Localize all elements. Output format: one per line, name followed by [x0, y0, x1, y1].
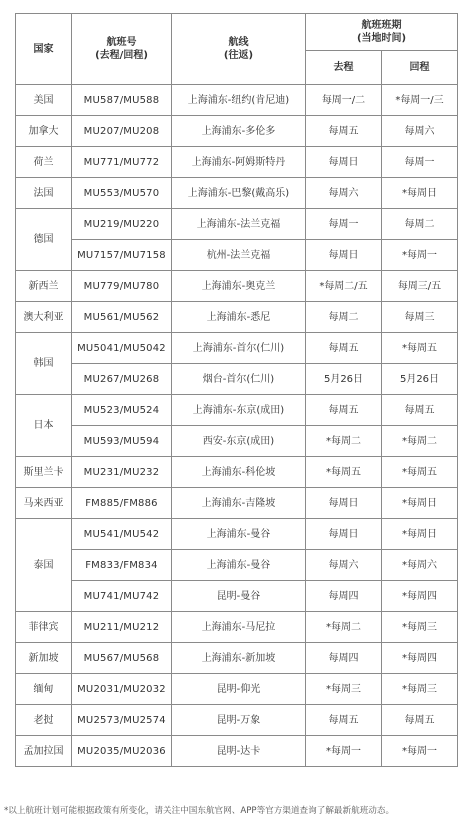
col-flight-header: 航班号 (去程/回程)	[72, 14, 172, 85]
col-route-header: 航线 (往返)	[172, 14, 306, 85]
outbound-day-cell: *每周三	[306, 674, 382, 705]
table-row	[16, 643, 458, 674]
return-day-cell: *每周六	[382, 550, 458, 581]
return-day-cell: *每周五	[382, 457, 458, 488]
table-row	[16, 364, 458, 395]
table-row	[16, 519, 458, 550]
country-cell: 法国	[16, 178, 72, 209]
table-row	[16, 116, 458, 147]
flight-number-cell: MU541/MU542	[72, 519, 172, 550]
outbound-day-cell: 每周五	[306, 395, 382, 426]
country-cell: 泰国	[16, 519, 72, 612]
table-row	[16, 147, 458, 178]
outbound-day-cell: 每周日	[306, 519, 382, 550]
table-row	[16, 85, 458, 116]
outbound-day-cell: 每周日	[306, 240, 382, 271]
return-day-cell: *每周日	[382, 178, 458, 209]
route-cell: 上海浦东-巴黎(戴高乐)	[172, 178, 306, 209]
country-cell: 新西兰	[16, 271, 72, 302]
country-cell: 德国	[16, 209, 72, 271]
table-row	[16, 736, 458, 767]
outbound-day-cell: 每周四	[306, 643, 382, 674]
route-cell: 昆明-万象	[172, 705, 306, 736]
outbound-day-cell: 每周四	[306, 581, 382, 612]
route-cell: 上海浦东-首尔(仁川)	[172, 333, 306, 364]
return-day-cell: *每周四	[382, 581, 458, 612]
outbound-day-cell: *每周二/五	[306, 271, 382, 302]
flight-number-cell: MU7157/MU7158	[72, 240, 172, 271]
route-cell: 上海浦东-阿姆斯特丹	[172, 147, 306, 178]
flight-number-cell: MU207/MU208	[72, 116, 172, 147]
route-cell: 上海浦东-吉隆坡	[172, 488, 306, 519]
route-cell: 上海浦东-曼谷	[172, 550, 306, 581]
flight-number-cell: FM833/FM834	[72, 550, 172, 581]
route-cell: 杭州-法兰克福	[172, 240, 306, 271]
flight-number-cell: MU2031/MU2032	[72, 674, 172, 705]
table-row	[16, 178, 458, 209]
return-day-cell: *每周日	[382, 519, 458, 550]
table-row	[16, 240, 458, 271]
return-day-cell: *每周三	[382, 674, 458, 705]
country-cell: 澳大利亚	[16, 302, 72, 333]
return-day-cell: 每周五	[382, 705, 458, 736]
return-day-cell: 每周三	[382, 302, 458, 333]
table-row	[16, 705, 458, 736]
return-day-cell: 5月26日	[382, 364, 458, 395]
col-outbound-header: 去程	[306, 51, 382, 85]
outbound-day-cell: 每周二	[306, 302, 382, 333]
return-day-cell: *每周三	[382, 612, 458, 643]
route-cell: 上海浦东-科伦坡	[172, 457, 306, 488]
flight-number-cell: MU5041/MU5042	[72, 333, 172, 364]
route-cell: 上海浦东-多伦多	[172, 116, 306, 147]
outbound-day-cell: *每周二	[306, 612, 382, 643]
flight-number-cell: MU561/MU562	[72, 302, 172, 333]
route-cell: 上海浦东-纽约(肯尼迪)	[172, 85, 306, 116]
flight-number-cell: MU2035/MU2036	[72, 736, 172, 767]
table-row	[16, 271, 458, 302]
route-cell: 西安-东京(成田)	[172, 426, 306, 457]
return-day-cell: *每周日	[382, 488, 458, 519]
route-cell: 上海浦东-东京(成田)	[172, 395, 306, 426]
return-day-cell: 每周三/五	[382, 271, 458, 302]
outbound-day-cell: *每周五	[306, 457, 382, 488]
header-row	[16, 14, 458, 51]
route-cell: 上海浦东-法兰克福	[172, 209, 306, 240]
table-row	[16, 395, 458, 426]
return-day-cell: *每周四	[382, 643, 458, 674]
country-cell: 日本	[16, 395, 72, 457]
country-cell: 新加坡	[16, 643, 72, 674]
country-cell: 荷兰	[16, 147, 72, 178]
flight-number-cell: MU593/MU594	[72, 426, 172, 457]
flight-number-cell: MU231/MU232	[72, 457, 172, 488]
return-day-cell: *每周二	[382, 426, 458, 457]
flight-number-cell: MU741/MU742	[72, 581, 172, 612]
return-day-cell: 每周一	[382, 147, 458, 178]
country-cell: 韩国	[16, 333, 72, 395]
table-header	[16, 14, 458, 85]
flight-number-cell: MU267/MU268	[72, 364, 172, 395]
country-cell: 美国	[16, 85, 72, 116]
route-cell: 上海浦东-新加坡	[172, 643, 306, 674]
outbound-day-cell: *每周一	[306, 736, 382, 767]
return-day-cell: 每周六	[382, 116, 458, 147]
col-country-header: 国家	[16, 14, 72, 85]
outbound-day-cell: 每周一	[306, 209, 382, 240]
table-row	[16, 302, 458, 333]
country-cell: 孟加拉国	[16, 736, 72, 767]
table-row	[16, 550, 458, 581]
route-cell: 昆明-曼谷	[172, 581, 306, 612]
table-row	[16, 612, 458, 643]
country-cell: 马来西亚	[16, 488, 72, 519]
footnote: *以上航班计划可能根据政策有所变化，请关注中国东航官网、APP等官方渠道查询了解最新航班动态。	[4, 806, 395, 816]
outbound-day-cell: 5月26日	[306, 364, 382, 395]
flight-number-cell: MU2573/MU2574	[72, 705, 172, 736]
flight-number-cell: MU553/MU570	[72, 178, 172, 209]
outbound-day-cell: 每周五	[306, 705, 382, 736]
return-day-cell: 每周二	[382, 209, 458, 240]
table-body	[16, 85, 458, 767]
table-row	[16, 581, 458, 612]
country-cell: 老挝	[16, 705, 72, 736]
route-cell: 上海浦东-悉尼	[172, 302, 306, 333]
flight-number-cell: MU211/MU212	[72, 612, 172, 643]
flight-number-cell: MU771/MU772	[72, 147, 172, 178]
outbound-day-cell: 每周一/二	[306, 85, 382, 116]
flight-number-cell: MU523/MU524	[72, 395, 172, 426]
route-cell: 上海浦东-曼谷	[172, 519, 306, 550]
return-day-cell: *每周五	[382, 333, 458, 364]
col-schedule-header: 航班班期 (当地时间)	[306, 14, 458, 51]
country-cell: 斯里兰卡	[16, 457, 72, 488]
outbound-day-cell: 每周六	[306, 550, 382, 581]
return-day-cell: 每周五	[382, 395, 458, 426]
col-return-header: 回程	[382, 51, 458, 85]
route-cell: 上海浦东-马尼拉	[172, 612, 306, 643]
outbound-day-cell: 每周五	[306, 333, 382, 364]
return-day-cell: *每周一	[382, 240, 458, 271]
country-cell: 缅甸	[16, 674, 72, 705]
outbound-day-cell: *每周二	[306, 426, 382, 457]
route-cell: 烟台-首尔(仁川)	[172, 364, 306, 395]
route-cell: 昆明-达卡	[172, 736, 306, 767]
flight-number-cell: FM885/FM886	[72, 488, 172, 519]
outbound-day-cell: 每周六	[306, 178, 382, 209]
flight-schedule-table	[15, 13, 458, 767]
country-cell: 加拿大	[16, 116, 72, 147]
table-row	[16, 209, 458, 240]
flight-number-cell: MU567/MU568	[72, 643, 172, 674]
return-day-cell: *每周一	[382, 736, 458, 767]
outbound-day-cell: 每周日	[306, 488, 382, 519]
return-day-cell: *每周一/三	[382, 85, 458, 116]
flight-number-cell: MU219/MU220	[72, 209, 172, 240]
country-cell: 菲律宾	[16, 612, 72, 643]
outbound-day-cell: 每周日	[306, 147, 382, 178]
table-row	[16, 488, 458, 519]
route-cell: 上海浦东-奥克兰	[172, 271, 306, 302]
table-row	[16, 333, 458, 364]
route-cell: 昆明-仰光	[172, 674, 306, 705]
table-row	[16, 457, 458, 488]
table-row	[16, 674, 458, 705]
flight-number-cell: MU779/MU780	[72, 271, 172, 302]
outbound-day-cell: 每周五	[306, 116, 382, 147]
table-row	[16, 426, 458, 457]
flight-number-cell: MU587/MU588	[72, 85, 172, 116]
